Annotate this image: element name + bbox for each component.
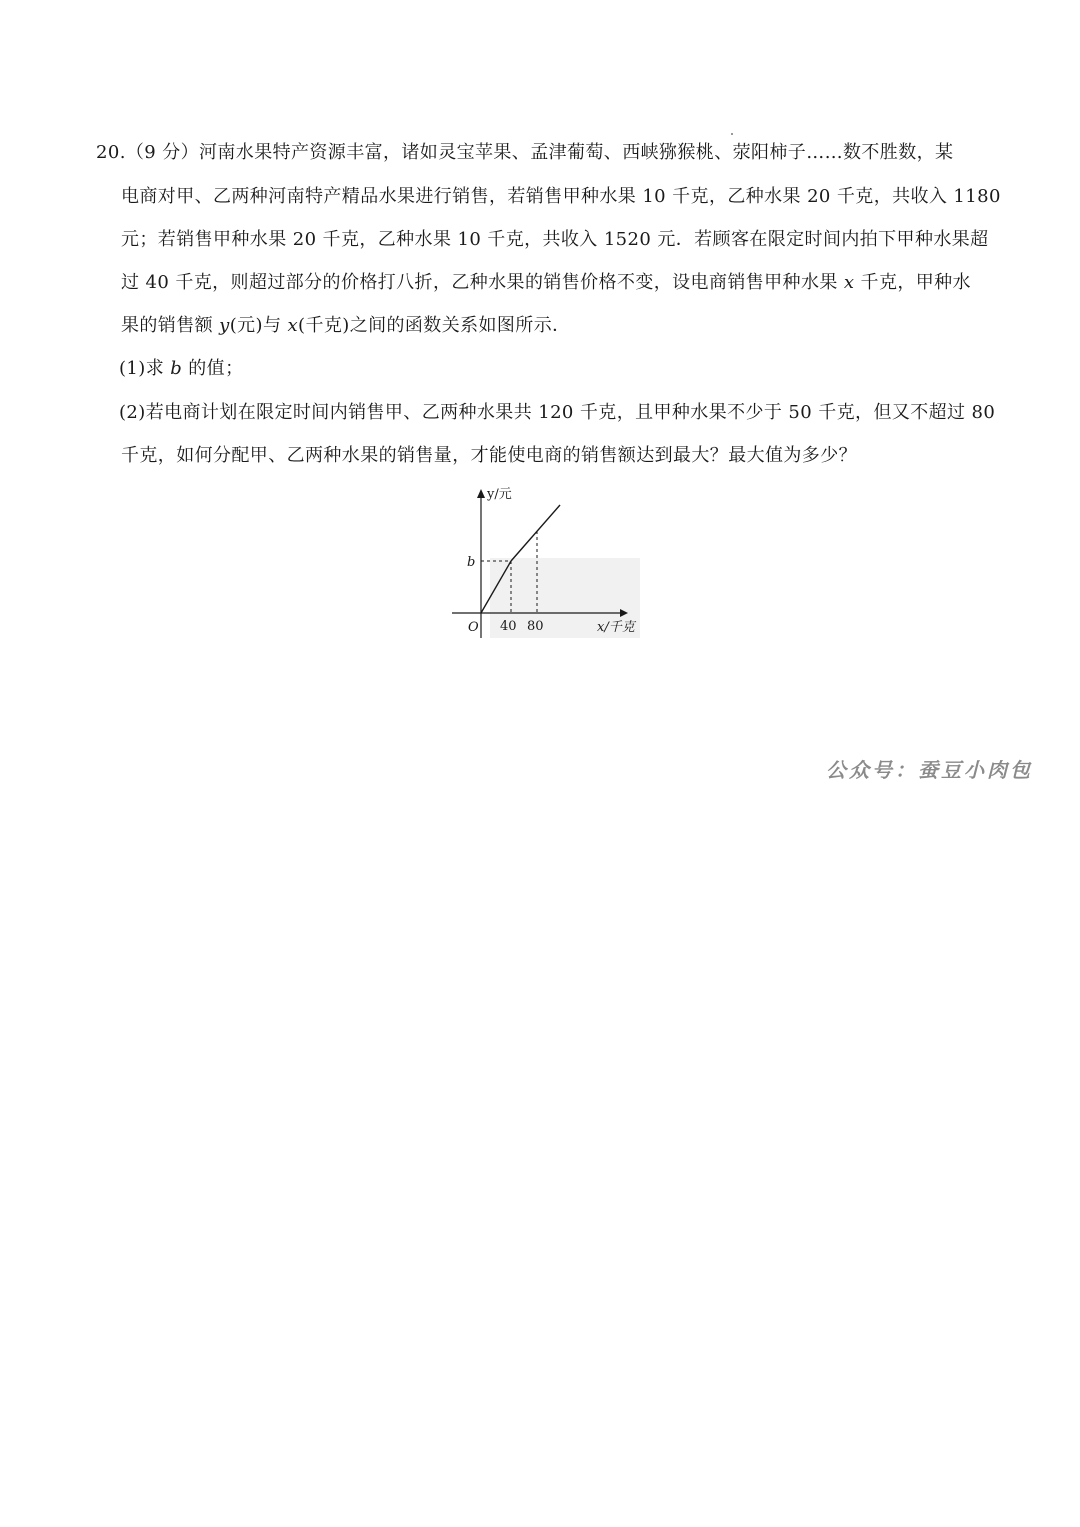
problem-line-5-text-a: 果的销售额	[121, 315, 220, 336]
problem-line-1: 20.（9 分）河南水果特产资源丰富，诸如灵宝苹果、孟津葡萄、西峡猕猴桃、荥阳柿子……数不胜数，某	[96, 142, 954, 163]
origin-label: O	[468, 620, 479, 635]
tick-label-80: 80	[527, 619, 544, 634]
problem-line-5	[121, 315, 571, 337]
variable-b: b	[170, 358, 183, 379]
y-axis-label: y/元	[487, 487, 512, 502]
question-2-line-2: 千克，如何分配甲、乙两种水果的销售量，才能使电商的销售额达到最大？最大值为多少？	[121, 445, 857, 466]
problem-line-5-text-c: (千克)之间的函数关系如图所示．	[298, 315, 571, 336]
b-label: b	[467, 555, 476, 570]
problem-line-4-text-b: 千克，甲种水	[854, 272, 971, 293]
problem-line-2: 电商对甲、乙两种河南特产精品水果进行销售，若销售甲种水果 10 千克，乙种水果 20 千克，共收入 1180	[121, 186, 1001, 207]
y-axis-arrow-icon	[477, 489, 485, 498]
variable-x: x	[287, 315, 299, 336]
question-2-line-1: (2)若电商计划在限定时间内销售甲、乙两种水果共 120 千克，且甲种水果不少于 50 千克，但又不超过 80	[119, 402, 996, 423]
variable-x: x	[843, 272, 855, 293]
question-1-text-b: 的值；	[182, 358, 244, 379]
graph-segment-2	[511, 505, 560, 561]
variable-y: y	[219, 315, 230, 336]
problem-line-4	[121, 272, 971, 294]
question-1-text-a: (1)求	[119, 358, 171, 379]
x-axis-label: x/千克	[597, 620, 635, 635]
question-1	[119, 358, 243, 380]
problem-line-5-text-b: (元)与	[229, 315, 288, 336]
scan-speck	[731, 133, 733, 135]
watermark: 公众号：蚕豆小肉包	[826, 758, 1033, 782]
problem-line-3: 元；若销售甲种水果 20 千克，乙种水果 10 千克，共收入 1520 元．若顾客在限定时间内拍下甲种水果超	[121, 229, 989, 250]
tick-label-40: 40	[500, 619, 517, 634]
function-graph	[440, 478, 660, 648]
problem-line-4-text-a: 过 40 千克，则超过部分的价格打八折，乙种水果的销售价格不变，设电商销售甲种水果	[121, 272, 844, 293]
